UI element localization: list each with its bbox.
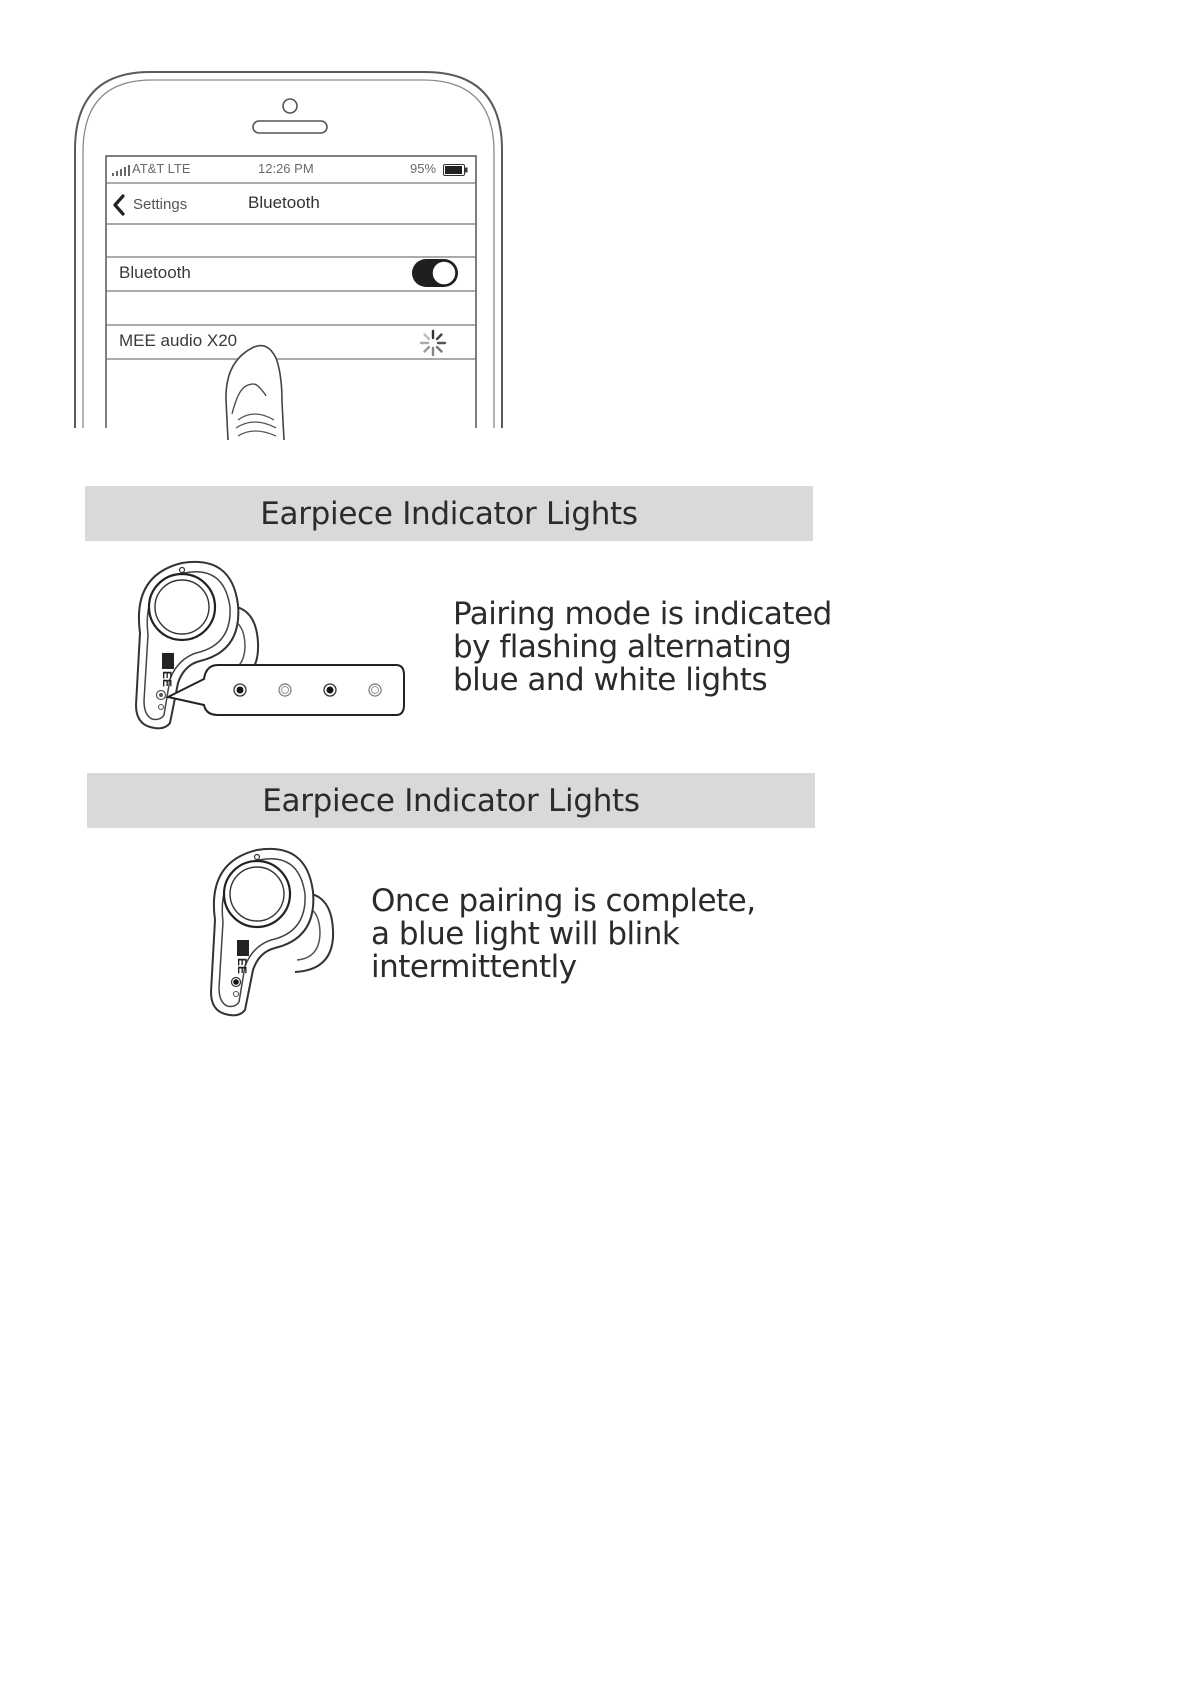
pairing-description [453,598,832,697]
earpiece-illustration-pairing [120,555,420,730]
signal-bars-icon [112,165,132,177]
toggle-switch-icon[interactable] [411,258,461,288]
svg-text:EE: EE [235,958,249,975]
svg-text:EE: EE [160,671,174,688]
section-header-paired: Earpiece Indicator Lights [87,773,815,828]
paired-description [371,885,756,984]
desc-line: Once pairing is complete, [371,883,756,919]
bluetooth-row-label: Bluetooth [119,263,191,282]
status-time: 12:26 PM [258,161,314,176]
finger-icon [220,340,300,440]
section-header-pairing: Earpiece Indicator Lights [85,486,813,541]
status-battery: 95% [410,161,437,176]
battery-icon [443,164,469,177]
nav-title: Bluetooth [248,193,320,212]
chevron-left-icon[interactable] [111,194,127,216]
earpiece-illustration-paired [195,842,335,1017]
desc-line: Pairing mode is indicated [453,596,832,632]
desc-line: by flashing alternating [453,629,792,665]
desc-line: blue and white lights [453,662,768,698]
loading-spinner-icon [418,328,448,358]
phone-illustration [0,0,520,440]
device-row-label[interactable]: MEE audio X20 [119,331,238,350]
status-carrier: AT&T LTE [132,161,191,176]
desc-line: a blue light will blink [371,916,680,952]
nav-back-button[interactable]: Settings [133,196,188,213]
desc-line: intermittently [371,949,577,985]
